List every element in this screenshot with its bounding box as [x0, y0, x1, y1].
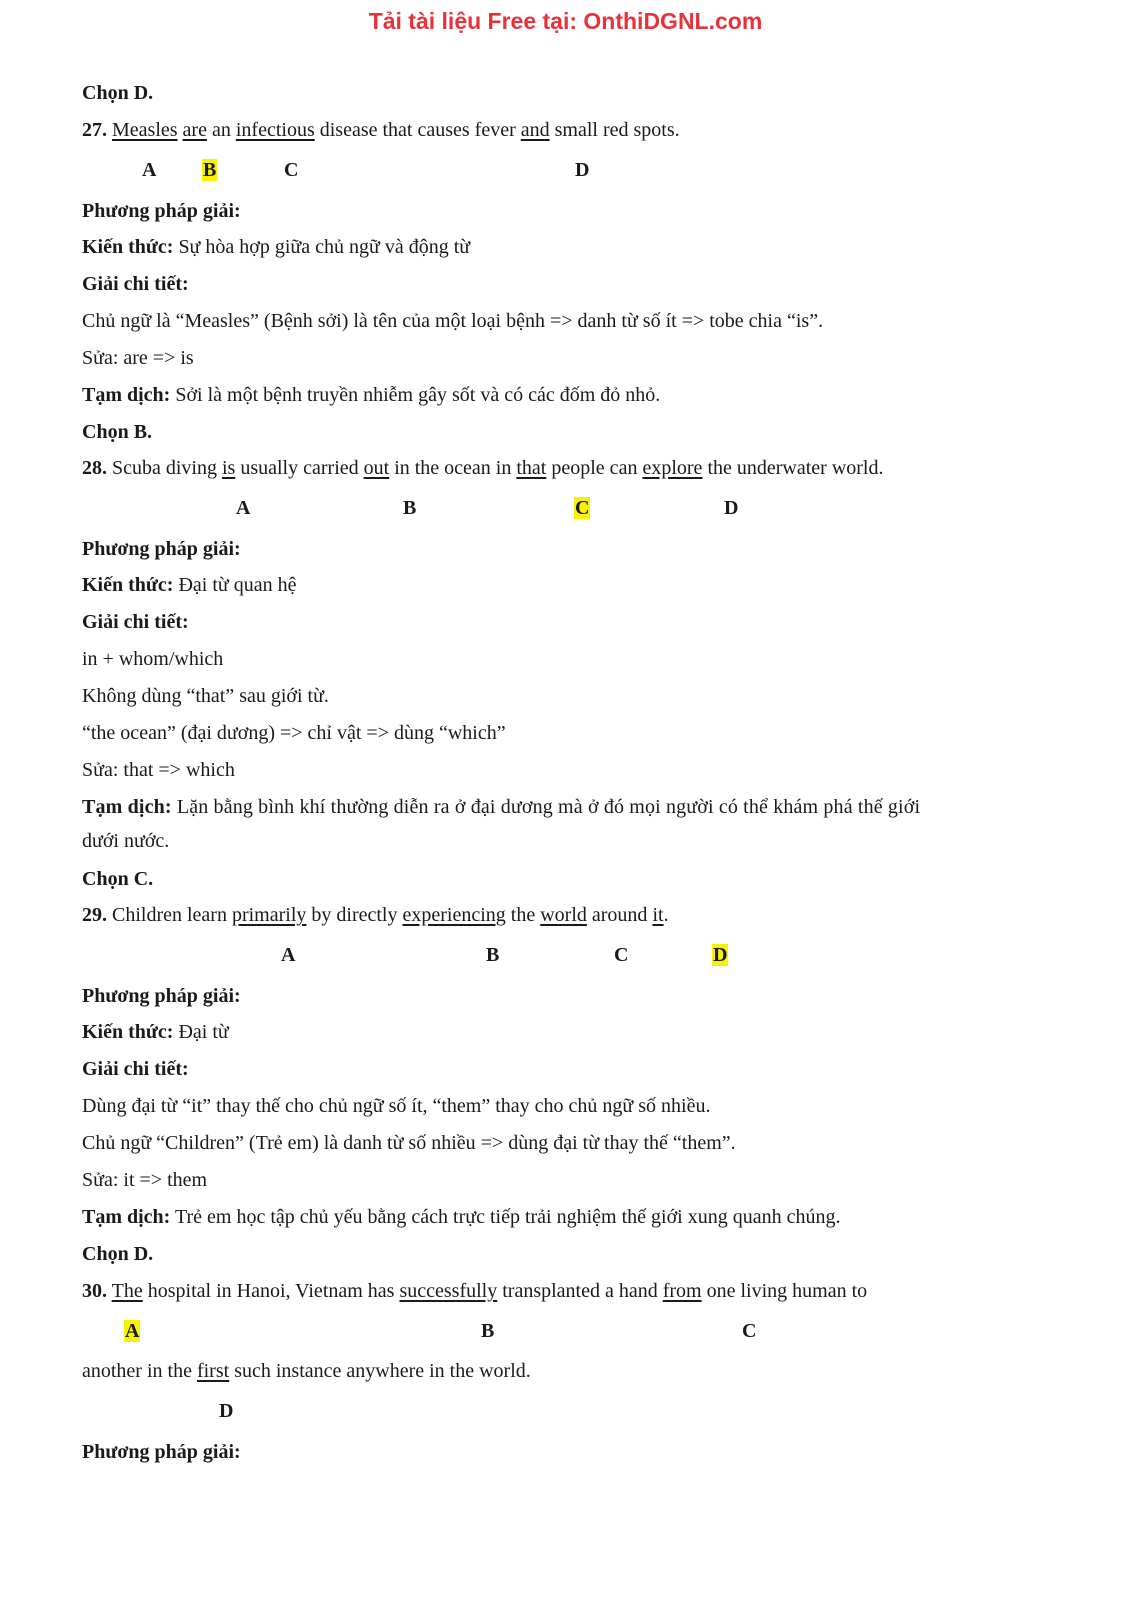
site-header: Tải tài liệu Free tại: OnthiDGNL.com	[368, 8, 763, 34]
method-label: Phương pháp giải:	[82, 985, 241, 1007]
answer-prev: Chọn D.	[82, 82, 154, 104]
q29-answer: Chọn D.	[82, 1243, 154, 1265]
q29-translation: Tạm dịch: Trẻ em học tập chủ yếu bằng cách trực tiếp trải nghiệm thế giới xung quanh chúng.	[82, 1206, 841, 1228]
q27-option-a: A	[142, 159, 157, 181]
q29-knowledge: Kiến thức: Đại từ	[82, 1021, 229, 1043]
q27-option-b: B	[203, 159, 217, 181]
q27-translation: Tạm dịch: Sởi là một bệnh truyền nhiễm gây sốt và có các đốm đỏ nhỏ.	[82, 384, 661, 406]
q30-option-c: C	[742, 1320, 757, 1342]
q27-detail-1: Chủ ngữ là “Measles” (Bệnh sởi) là tên của một loại bệnh => danh từ số ít => tobe chia “is”.	[82, 310, 824, 332]
q28-translation-cont: dưới nước.	[82, 830, 170, 852]
detail-label: Giải chi tiết:	[82, 1058, 189, 1080]
q30-option-b: B	[481, 1320, 495, 1342]
q28-detail-2: Không dùng “that” sau giới từ.	[82, 685, 329, 707]
q27-knowledge: Kiến thức: Sự hòa hợp giữa chủ ngữ và động từ	[82, 236, 471, 258]
question-27: 27. Measles are an infectious disease that causes fever and small red spots.	[82, 119, 680, 141]
q27-detail-2: Sửa: are => is	[82, 347, 194, 369]
q29-option-c: C	[614, 944, 629, 966]
q28-translation: Tạm dịch: Lặn bằng bình khí thường diễn ra ở đại dương mà ở đó mọi người có thể khám phá thế giới	[82, 796, 921, 818]
q29-detail-3: Sửa: it => them	[82, 1169, 208, 1191]
q28-option-c: C	[575, 497, 590, 519]
q29-option-b: B	[486, 944, 500, 966]
q30-option-d: D	[219, 1400, 234, 1422]
q28-detail-3: “the ocean” (đại dương) => chỉ vật => dùng “which”	[82, 722, 506, 744]
detail-label: Giải chi tiết:	[82, 273, 189, 295]
q28-detail-4: Sửa: that => which	[82, 759, 235, 781]
question-30: 30. The hospital in Hanoi, Vietnam has successfully transplanted a hand from one living human to	[82, 1280, 868, 1302]
q27-answer: Chọn B.	[82, 421, 153, 443]
q28-option-d: D	[724, 497, 739, 519]
q27-option-c: C	[284, 159, 299, 181]
q29-detail-1: Dùng đại từ “it” thay thế cho chủ ngữ số ít, “them” thay cho chủ ngữ số nhiều.	[82, 1095, 711, 1117]
q27-option-d: D	[575, 159, 590, 181]
question-28: 28. Scuba diving is usually carried out in the ocean in that people can explore the underwater world.	[82, 457, 884, 479]
method-label: Phương pháp giải:	[82, 1441, 241, 1463]
q28-option-b: B	[403, 497, 417, 519]
q29-option-d: D	[713, 944, 728, 966]
q28-answer: Chọn C.	[82, 868, 154, 890]
method-label: Phương pháp giải:	[82, 538, 241, 560]
q30-option-a: A	[125, 1320, 140, 1342]
q29-detail-2: Chủ ngữ “Children” (Trẻ em) là danh từ số nhiều => dùng đại từ thay thế “them”.	[82, 1132, 736, 1154]
q28-option-a: A	[236, 497, 251, 519]
q29-option-a: A	[281, 944, 296, 966]
question-30-cont: another in the first such instance anywhere in the world.	[82, 1360, 531, 1382]
q28-detail-1: in + whom/which	[82, 648, 224, 670]
method-label: Phương pháp giải:	[82, 200, 241, 222]
question-29: 29. Children learn primarily by directly experiencing the world around it.	[82, 904, 669, 926]
q28-knowledge: Kiến thức: Đại từ quan hệ	[82, 574, 297, 596]
detail-label: Giải chi tiết:	[82, 611, 189, 633]
